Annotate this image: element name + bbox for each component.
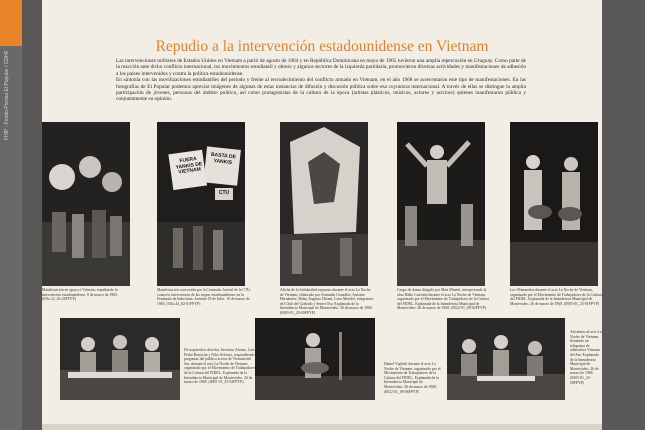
photo-cnt-pancartas: [157, 122, 245, 286]
intro-text: [116, 58, 526, 103]
exhibit-panel: [42, 0, 602, 430]
page-title: Repudio a la intervención estadounidense en Vietnam: [155, 38, 489, 55]
caption-asistentes: Asistentes al acto La Noche de Vietnam, firmando un telegrama de adhesión a Vietnam del Sur. Explanada de la Intendencia Municipal de Montevideo. 26 de marzo de 1968. (0005-01_23-00FPYP): [570, 330, 602, 385]
intro-paragraph-2: En sintonía con las movilizaciones estudiantiles del período y frente al recrudecimiento del conflicto armado en Vietnam, en el año 1968 se acrecentaron este tipo de manifestaciones. En las fotografías de El Popular podemos apreciar imágenes de algunas de estas instancias de difusión y discusión pública sobre esa coyuntura internacional. A través de ellas se distingue la amplia participación de jóvenes, personas del ámbito político, así como protagonistas de la cultura de la época (artistas plásticos, músicos, actores y actrices) quienes manifestaron pública y conjuntamente su opinión.: [116, 77, 526, 103]
caption-manifestacion: Manifestación en apoyo a Vietnam, repudiando la intervención estadounidense. 8 de marzo de 1965. (03lo.22_26-24FPYP): [42, 288, 118, 302]
photo-manifestacion: [42, 122, 130, 286]
caption-grupo-danza: Grupo de danza dirigido por Mari Minetti, interpretando la obra Hallo Cuestión durante el acto La Noche de Vietnam, organizado por el Movimiento de Trabajadores de la Cultura del FIDEL. Explanada de la Intendencia Municipal de Montevideo. 26 de marzo de 1968. (0022-01_08-02FPYP): [397, 288, 489, 311]
sign-ctu: CTU: [218, 190, 230, 196]
caption-acto-solidaridad: Afiche de la Solidaridad expuesto durante el acto La Noche de Vietnam, elaborado por Armando González, Antonio Hernández, Hahn, Eugenio Darnet, Leon Mondel, integrantes del Club del Grabado y Seneo Osa. Explanada de la Intendencia Municipal de Montevideo. 26 de marzo de 1968. (0005-01_20-00FPYP): [280, 288, 374, 315]
sign-fuera-yankis: FUERA YANKIS DE VIETNAM: [175, 155, 203, 176]
photo-viglietti: [255, 318, 375, 400]
caption-viglietti: Daniel Viglietti durante el acto La Noche de Vietnam, organizado por el Movimiento de Trabajadores de la Cultura del FIDEL. Explanada de la Intendencia Municipal de Montevideo. 26 de marzo de 1968. (0022-01_08-06FPYP): [384, 362, 441, 394]
caption-conferencia: De izquierda a derecha, Severino Alonso, Luis Pedro Bonavita y Niko Schvarz, respondiendo preguntas del público acerca de Vietnam del Sur, durante el acto La Noche de Vietnam organizado por el Movimiento de Trabajadores de la Cultura del FIDEL. Explanada de la Intendencia Municipal de Montevideo, 26 de marzo de 1968. (0005-01_25-02FPYP): [184, 348, 256, 385]
sidebar-accent: [0, 0, 22, 46]
left-sidebar: FHIP - Fondo Prensa El Popular / CDHF: [0, 0, 22, 430]
caption-cnt-pancartas: Manifestación convocada por la Comisión Juvenil de la CTU, contra la intervención de las tropas estadounidenses en la Península de Indochina. Avenida 18 de Julio. 10 de marzo de 1965. (03lo.44_02-01FPYP): [157, 288, 251, 306]
photo-grupo-danza: [397, 122, 485, 286]
caption-olimareños: Los Olimareños durante el acto La Noche de Vietnam, organizado por el Movimiento de Trabajadores de la Cultura del FIDEL. Explanada de la Intendencia Municipal de Montevideo. 26 de marzo de 1968. (0005-01_25-01FPYP): [510, 288, 602, 306]
bottom-strip: [42, 424, 602, 430]
photo-acto-solidaridad: [280, 122, 368, 286]
sign-basta-yankis: BASTA DE YANKIS: [210, 151, 237, 166]
photo-olimareños: [510, 122, 598, 286]
intro-paragraph-1: Las intervenciones militares de Estados Unidos en Vietnam a partir de agosto de 1964 y en República Dominicana en mayo de 1965 tuvieron una amplia repercusión en Uruguay. Como parte de la reacción ante dicho conflicto internacional, los movimientos estudiantil y obrero y algunos sectores de la izquierda partidaria, promovieron diversas actividades y manifestaciones de adhesión a los países intervenidos y contra la política estadounidense.: [116, 58, 526, 77]
photo-conferencia: [60, 318, 180, 400]
photo-asistentes: [447, 318, 565, 400]
